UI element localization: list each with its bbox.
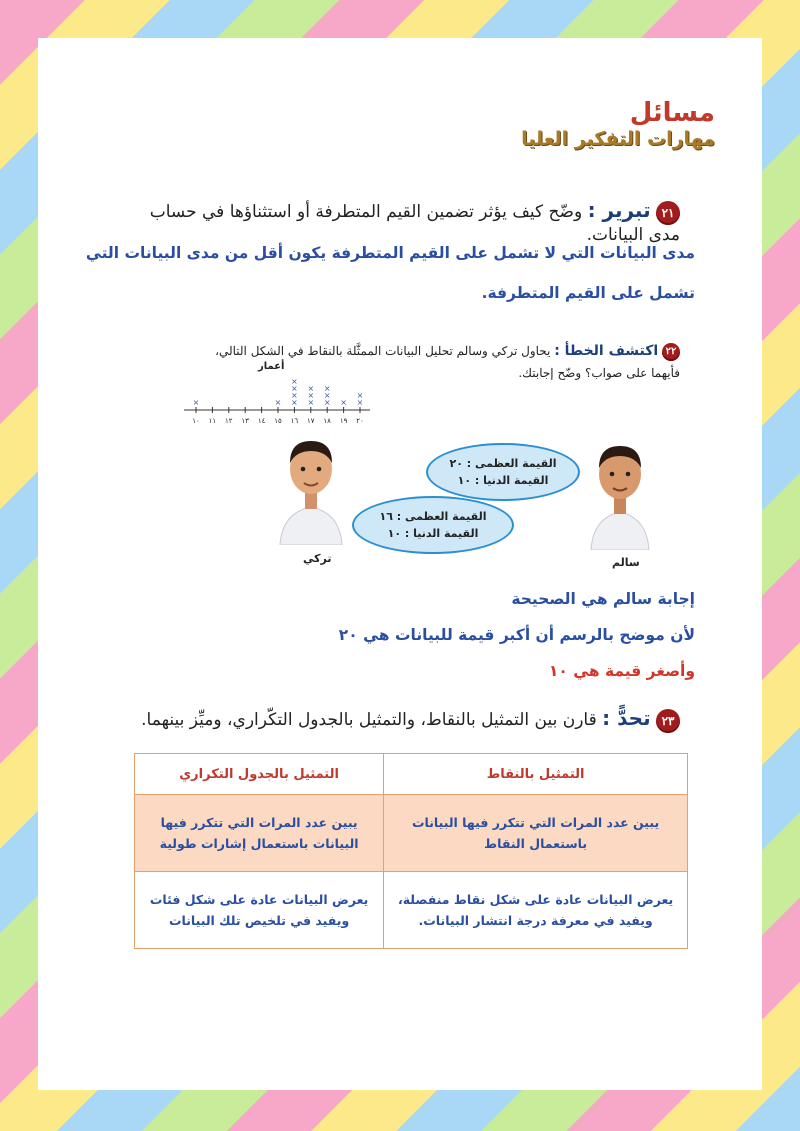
comparison-table — [134, 753, 688, 949]
table-header: التمثيل بالنقاط — [384, 754, 688, 795]
dot-plot-mark: × — [291, 398, 298, 407]
question-text: قارن بين التمثيل بالنقاط، والتمثيل بالجدول التكّراري، وميِّز بينهما. — [141, 710, 597, 730]
dot-plot-tick-label: ١٤ — [257, 417, 266, 425]
question-text: وضّح كيف يؤثر تضمين القيم المتطرفة أو استثناؤها في حساب مدى البيانات. — [149, 202, 680, 245]
dot-plot-mark: × — [307, 384, 315, 393]
answer-22-line-2: لأن موضح بالرسم أن أكبر قيمة للبيانات هي ٢٠ — [338, 626, 695, 644]
turki-speech-bubble — [352, 496, 514, 554]
question-number-badge: ٢٢ — [662, 343, 680, 361]
salem-name-label: سالم — [612, 556, 640, 569]
dot-plot-mark: × — [356, 391, 364, 400]
question-text-line-1: يحاول تركي وسالم تحليل البيانات الممثَّلة بالنقاط في الشكل التالي، — [215, 344, 551, 358]
dot-plot-tick-label: ١٩ — [339, 417, 348, 425]
dot-plot-mark: × — [274, 398, 282, 407]
dot-plot-tick-label: ١٢ — [225, 417, 233, 425]
answer-22-line-3: وأصغر قيمة هي ١٠ — [548, 662, 695, 680]
question-text-line-2: فأيهما على صواب؟ وضّح إجابتك. — [518, 366, 680, 380]
salem-speech-bubble — [426, 443, 580, 501]
dot-plot-mark: × — [192, 398, 200, 407]
dot-plot-mark: × — [323, 398, 331, 407]
dot-plot-tick-label: ١٧ — [307, 417, 315, 425]
question-label: اكتشف الخطأ : — [554, 343, 659, 359]
dot-plot-mark: × — [340, 398, 347, 407]
dot-plot-mark: × — [291, 391, 298, 400]
question-number-badge: ٢٣ — [656, 709, 680, 733]
dot-plot-mark: × — [323, 391, 331, 400]
table-row — [135, 795, 688, 872]
section-subtitle: مهارات التفكير العليا — [521, 128, 715, 150]
question-label: تبرير : — [587, 198, 651, 222]
table-cell: يعرض البيانات عادة على شكل فئات ويفيد في تلخيص تلك البيانات — [135, 872, 384, 949]
dot-plot-mark: × — [291, 384, 298, 393]
table-cell: يبين عدد المرات التي تتكرر فيها البيانات باستعمال إشارات طولية — [135, 795, 384, 872]
dot-plot-tick-label: ١٨ — [323, 417, 331, 425]
dot-plot-mark: × — [307, 398, 315, 407]
table-header-row — [135, 754, 688, 795]
turki-max-value: القيمة العظمى : ١٦ — [379, 510, 487, 523]
section-title: مسائل — [629, 98, 715, 128]
dot-plot-tick-label: ١٥ — [274, 417, 282, 425]
dot-plot-tick-label: ١٦ — [290, 417, 299, 425]
answer-21-line-2: تشمل على القيم المتطرفة. — [481, 284, 695, 302]
dot-plot-tick-label: ١٠ — [192, 417, 200, 425]
dot-plot-tick-label: ١٣ — [241, 417, 249, 425]
dot-plot-tick-label: ١١ — [208, 417, 217, 425]
dot-plot-mark: × — [307, 391, 315, 400]
salem-min-value: القيمة الدنيا : ١٠ — [457, 474, 549, 487]
turki-name-label: تركي — [303, 552, 332, 565]
answer-21-line-1: مدى البيانات التي لا تشمل على القيم المتطرفة يكون أقل من مدى البيانات التي — [85, 244, 695, 262]
dot-plot-mark: × — [323, 384, 331, 393]
turki-illustration — [276, 433, 346, 545]
table-row — [135, 872, 688, 949]
question-label: تحدًّ : — [602, 706, 651, 730]
dot-plot-mark: × — [291, 377, 298, 386]
dot-plot-mark: × — [356, 398, 364, 407]
salem-illustration — [585, 438, 655, 550]
table-cell: يبين عدد المرات التي تتكرر فيها البيانات باستعمال النقاط — [384, 795, 688, 872]
salem-max-value: القيمة العظمى : ٢٠ — [449, 457, 557, 470]
question-21 — [120, 198, 680, 245]
question-number-badge: ٢١ — [656, 201, 680, 225]
question-23 — [80, 706, 680, 733]
turki-min-value: القيمة الدنيا : ١٠ — [387, 527, 479, 540]
table-cell: يعرض البيانات عادة على شكل نقاط منفصلة، ويفيد في معرفة درجة انتشار البيانات. — [384, 872, 688, 949]
table-header: التمثيل بالجدول التكراري — [135, 754, 384, 795]
dot-plot — [180, 372, 375, 432]
answer-22-line-1: إجابة سالم هي الصحيحة — [511, 590, 695, 608]
dot-plot-title: أعمار — [258, 361, 285, 372]
dot-plot-tick-label: ٢٠ — [356, 417, 364, 425]
